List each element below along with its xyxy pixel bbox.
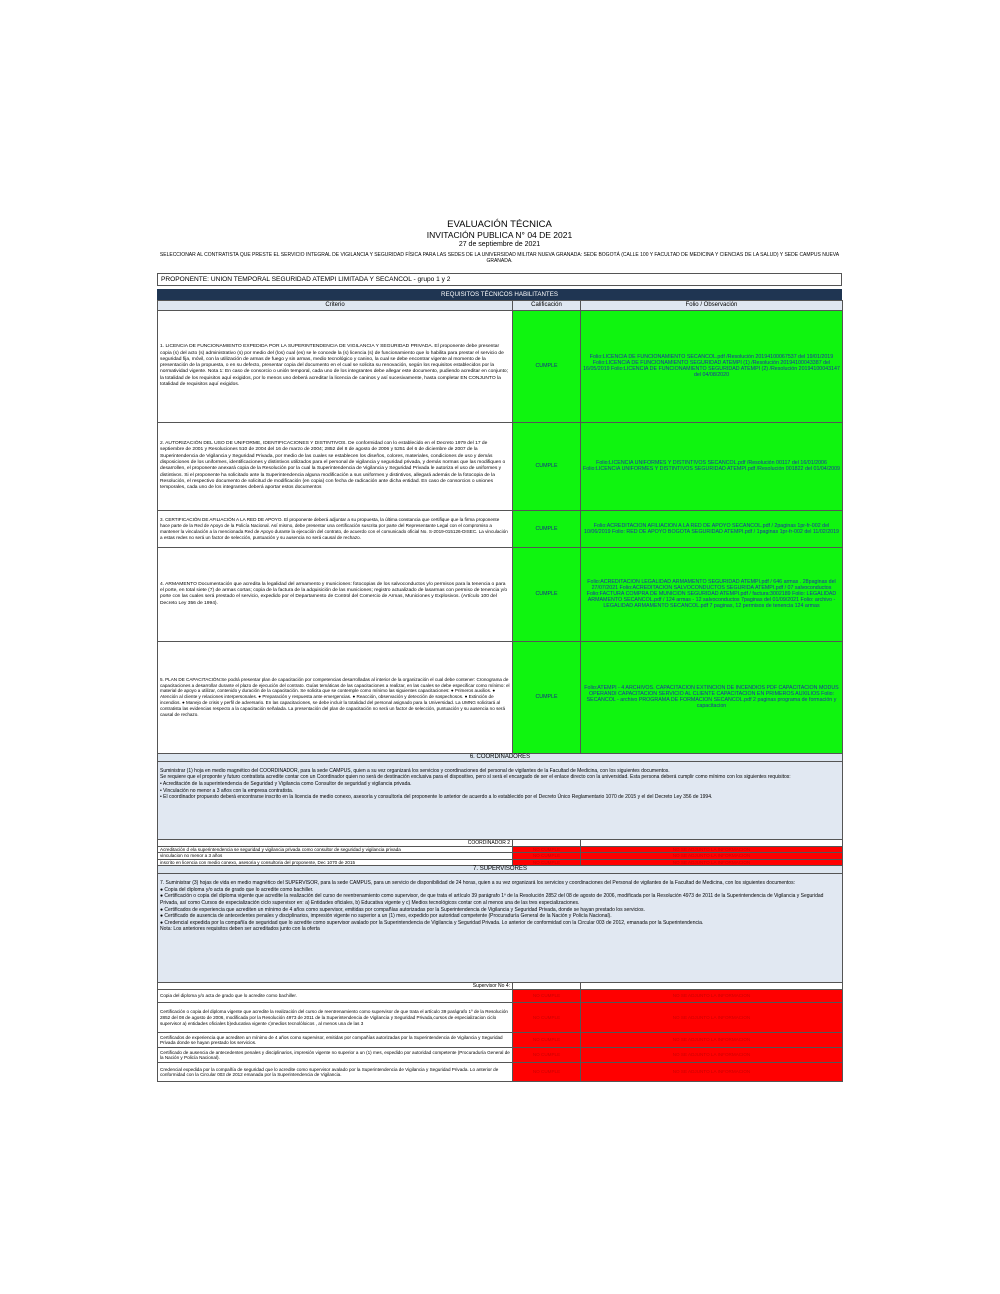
requirements-table <box>157 300 843 1083</box>
document-title: EVALUACIÓN TÉCNICA <box>447 219 552 230</box>
coordinadores-title: 6. COORDINADORES <box>158 753 843 761</box>
requirement-row-2 <box>158 422 843 510</box>
supervisor-row-1 <box>158 990 843 1003</box>
coordinador-calificacion: NO CUMPLE <box>513 853 581 860</box>
proponente-box: PROPONENTE: UNION TEMPORAL SEGURIDAD ATEMPI LIMITADA Y SECANCOL - grupo 1 y 2 <box>157 273 842 286</box>
coordinadores-paragraph: Suministrar (1) hoja en medio magnético del COORDINADOR, para la sede CAMPUS, quien a su vez organizará los servicios y coordinaciones del personal de vigilantes de la Facultad de Medicina, con los siguientes documentos. <box>160 767 670 774</box>
document-header <box>157 220 842 265</box>
evaluation-sheet <box>157 220 842 1082</box>
supervisores-description <box>158 874 843 983</box>
document-subtitle: INVITACIÓN PUBLICA N° 04 DE 2021 <box>426 229 573 240</box>
requirement-calificacion: CUMPLE <box>513 310 581 422</box>
requirement-calificacion: CUMPLE <box>513 510 581 547</box>
requirement-folio: Folio:ATEMPI - 4 ARCHIVOS. CAPACITACION EXTINCION DE INCENDIOS PDF CAPACITACION MODUS OPERANDI CAPACITACION SERVICIO AL CLIENTE CAPACITACION EN PRIMEROS AUXILIOS Folio: SECANCOL - archivo PROGRAMA DE FORMACION SECANCOL.pdf 2 paginas programa de formación y capacitacion <box>581 641 843 753</box>
coordinador-folio: NO SE ADJUNTO LA INFORMACION <box>581 859 843 866</box>
coordinadores-header-row <box>158 753 843 761</box>
supervisor-folio: NO SE ADJUNTO LA INFORMACION <box>581 1048 843 1063</box>
coordinadores-paragraph: • El coordinador propuesto deberá encontrarse inscrito en la licencia de medio conexo, asesoría y consultoría del proponente lo anterior de acuerdo a lo establecido por el Decreto Único Reglamentario 1070 de 2015 y el del Decreto Ley 356 de 1994. <box>160 794 713 801</box>
supervisores-paragraph: ● Credencial expedida por la compañía de seguridad que lo acredite como supervisor avalado por la Superintendencia de Vigilancia y Seguridad Privada. Lo anterior de conformidad con la Circular 003 de 2012, emanada por la Superintendencia. <box>160 919 704 926</box>
column-calificacion: Calificación <box>513 300 581 310</box>
requirement-row-1 <box>158 310 843 422</box>
coordinadores-paragraph: Se requiere que el proponte y futuro contratista acredite contar con un Coordinador quien no será de destinación exclusiva para el dispositivo, pero sí será el encargado de ser el enlace directo con la universidad. Esta persona deberá cumplir como mínimo con los siguientes requisitos: <box>160 774 791 781</box>
section-title-bar: REQUISITOS TÉCNICOS HABILITANTES <box>157 289 842 300</box>
supervisor-criterio: Certificados de experiencia que acrediten un mínimo de 4 años como supervisor, emitidas por compañías autorizadas por la Superintendencia de Vigilancia y Seguridad Privada donde se hayan prestado los servicios. <box>158 1033 513 1048</box>
supervisor-subheader: Supervisor No 4: <box>158 983 513 990</box>
supervisor-subheader-row <box>158 983 843 990</box>
coordinador-criterio: inscrito en licencia con medio conexo, asesoria y consultoria del proponente, Dec 1070 de 2015 <box>158 859 513 866</box>
requirement-folio: Folio:LICENCIA DE FUNCIONAMIENTO SECANCOL.pdf /Resolución 20194100067537 del 19/01/2019 Folio:LICENCIA DE FUNCIONAMIENTO SEGURIDAD ATEMPI (1) /Resolución 20194100043387 del 16/05/2019 Folio:LICENCIA DE FUNCIONAMIENTO SEGURIDAD ATEMPI (2) /Resolución 20194100043147 del 04/08/2020 <box>581 310 843 422</box>
supervisor-criterio: Copia del diploma y/o acta de grado que lo acredite como bachiller. <box>158 990 513 1003</box>
coordinador-criterio: Acreditación d ela superintendencia se seguridad y vigilancia privada como consultor de seguridad y vigilancia privada <box>158 846 513 853</box>
supervisores-paragraph: ● Certificación o copia del diploma vigente que acredite la realización del curso de reentrenamiento como supervisor, de que trata el artículo 39 parágrafo 1º de la Resolución 2852 del 08 de agosto de 2006, modificada por la Resolución 4973 de 2011 de la Superintendencia de Vigilancia y Seguridad Privada, así como Cursos de especialización ciclo supervisor en: a) Entidades oficiales, b) Educativa vigente y c) Medios tecnológicos contar con al menos una de las tres especializaciones. <box>160 893 824 907</box>
coordinador-criterio: vinculacion no menor a 3 años <box>158 853 513 860</box>
requirement-folio: Folio:ACREDITACION AFILIACION A LA RED DE APOYO SECANCOL.pdf / 2paginas 1pr-fr-002 del 10/06/2019 Folio: RED DE APOYO BOGOTA SEGURIDAD ATEMPI.pdf / 1paginas 1pr-fr-002 del 11/02/2019 <box>581 510 843 547</box>
requirement-calificacion: CUMPLE <box>513 422 581 510</box>
supervisor-calificacion: NO CUMPLE <box>513 1048 581 1063</box>
supervisor-criterio: Credencial expedida por la compañía de seguridad que lo acredite como supervisor avalado por la Superintendencia de Vigilancia y Seguridad Privada. Lo anterior de conformidad con la Circular 003 de 2012 emanada por la Superintendencia de Vigilancia. <box>158 1063 513 1082</box>
supervisor-row-5 <box>158 1063 843 1082</box>
supervisores-title: 7. SUPERVISORES <box>158 866 843 874</box>
requirement-calificacion: CUMPLE <box>513 641 581 753</box>
coordinadores-paragraph: • Vinculación no menor a 3 años con la empresa contratista. <box>160 787 294 794</box>
coordinadores-paragraph: • Acreditación de la superintendencia de Seguridad y Vigilancia como Consultor de seguridad y vigilancia privada. <box>160 780 412 787</box>
supervisores-paragraph: 7. Suministrar (3) hojas de vida en medio magnético del SUPERVISOR, para la sede CAMPUS, para un servicio de disponibilidad de 24 horas, quien a su vez organizará los servicios y coordinaciones del Personal de vigilantes de la Facultad de Medicina, con los siguientes documentos: <box>160 880 795 887</box>
column-criterio: Criterio <box>158 300 513 310</box>
supervisor-calificacion: NO CUMPLE <box>513 1033 581 1048</box>
supervisores-paragraph: ● Copia del diploma y/o acta de grado que lo acredite como bachiller. <box>160 886 314 893</box>
coordinadores-description-row <box>158 761 843 839</box>
requirement-criterio: 3. CERTIFICACIÓN DE AFILIACIÓN A LA RED DE APOYO. El proponente deberá adjuntar a su propuesta, la última constancia que certifique que la firma proponente hace parte de la Red de Apoyo de la Policía Nacional. Así mismo, debe presentar una certificación suscrita por parte del Representante Legal con el compromiso a mantener la vinculación a la mencionada Red de Apoyo durante la ejecución del contrato, de acuerdo con el comunicado oficial No. S-2019-015126-DISEC. La vinculación a estas redes no será un factor de selección, puntuación y su ausencia no será causal de rechazo. <box>158 510 513 547</box>
supervisor-folio: NO SE ADJUNTO LA INFORMACION <box>581 1063 843 1082</box>
document-date: 27 de septiembre de 2021 <box>458 240 541 248</box>
coordinador-folio: NO SE ADJUNTO LA INFORMACION <box>581 853 843 860</box>
supervisor-criterio: Certificación o copia del diploma vigente que acredite la realización del curso de reentrenamiento como supervisor de que trata el artículo 39 parágrafo 1º de la Resolución 2852 del 08 de agosto de 2006, modificada por la Resolución 4973 de 2011 de la Superintendencia de Vigilancia y Seguridad Privada,cursos de especializacion ciclo supervisor a) entidades oficiales b)educativa vigente c)medios tecnolóloicos , al menos una de las 3 <box>158 1003 513 1033</box>
coordinador-subheader: COORDINADOR 2 <box>158 839 513 846</box>
empty-cell <box>581 983 843 990</box>
supervisor-calificacion: NO CUMPLE <box>513 1003 581 1033</box>
supervisor-row-2 <box>158 1003 843 1033</box>
supervisores-paragraph: ● Certificado de ausencia de antecedentes penales y disciplinarios, impresión vigente no superior a un (1) mes, expedido por autoridad competente (Procuraduría General de la Nación y Policía Nacional). <box>160 913 612 920</box>
supervisor-folio: NO SE ADJUNTO LA INFORMACION <box>581 1003 843 1033</box>
requirement-calificacion: CUMPLE <box>513 547 581 641</box>
coordinador-folio: NO SE ADJUNTO LA INFORMACION <box>581 846 843 853</box>
supervisor-criterio: Certificado de ausencia de antecedentes penales y disciplinarios, impresión vigente no superior a un (1) mes, expedido por autoridad competente (Procuraduría General de la Nación y Policía Nacional). <box>158 1048 513 1063</box>
column-folio: Folio / Observación <box>581 300 843 310</box>
requirement-row-5 <box>158 641 843 753</box>
empty-cell <box>581 839 843 846</box>
coordinador-calificacion: NO CUMPLE <box>513 859 581 866</box>
supervisores-paragraph: ● Certificados de experiencia que acrediten un mínimo de 4 años como supervisor, emitidas por compañías autorizadas por la Superintendencia de Vigilancia y Seguridad Privada, donde se hayan prestado los servicios. <box>160 906 645 913</box>
requirement-criterio: 4. ARMAMENTO Documentación que acredita la legalidad del armamento y municiones: fotocopias de los salvoconductos y/o permisos para la tenencia o para el porte, en total siete (7) de armas cortas; copia de la factura de la adquisición de las municiones; registro actualizado de lasarmas con permiso de tenencia y/o porte con las cuales será prestado el servicio, expedido por el Departamento de Control del Comercio de Armas, Municiones y Explosivos. (Artículo 100 del Decreto Ley 356 de 1994). <box>158 547 513 641</box>
requirement-row-3 <box>158 510 843 547</box>
supervisor-calificacion: NO CUMPLE <box>513 1063 581 1082</box>
supervisores-header-row <box>158 866 843 874</box>
document-object: SELECCIONAR AL CONTRATISTA QUE PRESTE EL SERVICIO INTEGRAL DE VIGILANCIA Y SEGURIDAD FÍSICA PARA LAS SEDES DE LA UNIVERSIDAD MILITAR NUEVA GRANADA: SEDE BOGOTÁ (CALLE 100 Y FACULTAD DE MEDICINA Y CIENCIAS DE LA SALUD) Y SEDE CAMPUS NUEVA GRANADA. <box>159 251 840 265</box>
requirement-folio: Folio:ACREDITACION LEGALIDAD ARMAMENTO SEGURIDAD ATEMPI.pdf / 646 armas . 28paginas del 27/07/2021 Folio:ACREDITACION SALVOCONDUCTOS SEGURIDA ATEMPI.pdf / 07 salvoconductos Folio:FACTURA COMPRA DE MUNICION SEGURIDAD ATEMPI.pdf / factura:3002189 Folio: LEGALIDAD ARMAMENTO SECANCOL.pdf / 124 armas - 12 salvoconductos 7paginas del 01/09/2021 Folio: archivo - LEGALIDAD ARMAMENTO SECANCOL.pdf 7 paginas, 12 permisos de tenencia 124 armas <box>581 547 843 641</box>
coordinador-calificacion: NO CUMPLE <box>513 846 581 853</box>
supervisor-row-4 <box>158 1048 843 1063</box>
requirement-criterio: 5. PLAN DE CAPACITACIÓN:Se podrá presentar plan de capacitación por competencias desarrolladas al interior de la organización el cual debe contener: Cronograma de capacitaciones a desarrollar durante el plazo de ejecución del contrato. Guías temáticas de las capacitaciones a realizar, en las cuales se debe especificar como mínimo: el material de apoyo a utilizar, contenido y duración de la capacitación. Se solicita que se contemple como mínimo las siguientes capacitaciones: ● Primeros auxilios. ● Atención al cliente y relaciones interpersonales. ● Preparación y respuesta ante emergencias. ● Reacción, observación y detección de sospechosos. ● Extinción de incendios. ● Manejo de crisis y perfil de adversario. En las capacitaciones, se debe incluir la totalidad del personal asignado para la Universidad. La UMNG solicitará al contratista las evidencias respecto a la capacitación señalada. La presentación del plan de capacitación no será un factor de selección, puntuación y su ausencia no será causal de rechazo. <box>158 641 513 753</box>
requirement-criterio: 1. LICENCIA DE FUNCIONAMIENTO EXPEDIDA POR LA SUPERINTENDENCIA DE VIGILANCIA Y SEGURIDAD PRIVADA. El proponente debe presentar copia (s) del acto (s) administrativo (s) por medio del (los) cual (es) se le concede la (s) licencia (s) de funcionamiento que lo habilita para prestar el servicio de seguridad fija, móvil, con la utilización de armas de fuego y sin armas, medio tecnológico y canino, la cual se debe encontrar vigente al momento de la presentación de la propuesta, o en su defecto, presentar copia del documento en el cual se solicita su renovación, según los requisitos establecidos por la normatividad vigente. Nota 1: En caso de consorcio o unión temporal, cada uno de los integrantes debe allegar este documento, pudiendo acreditar en conjunto; la totalidad de los requisitos aquí exigidos, por lo menos uno deberá acreditar la licencia de caninos y así sucesivamente, hasta completar EN CONJUNTO la totalidad de requisitos aquí exigidos. <box>158 310 513 422</box>
supervisores-description-row <box>158 874 843 983</box>
requirement-folio: Folio:LICENCIA UNIFORMES Y DISTINTIVOS SECANCOL.pdf /Resolución 00117 del 16/01/2006 Folio:LICENCIA UNIFORMES Y DISTINTIVOS SEGURIDAD ATEMPI.pdf /Resolución 001822 del 01/04/2009 <box>581 422 843 510</box>
supervisor-folio: NO SE ADJUNTO LA INFORMACION <box>581 990 843 1003</box>
empty-cell <box>513 983 581 990</box>
supervisores-paragraph: Nota: Los anteriores requisitos deben ser acreditados junto con la oferta <box>160 926 320 933</box>
empty-cell <box>513 839 581 846</box>
supervisor-row-3 <box>158 1033 843 1048</box>
coordinadores-description <box>158 761 843 839</box>
requirement-row-4 <box>158 547 843 641</box>
supervisor-folio: NO SE ADJUNTO LA INFORMACION <box>581 1033 843 1048</box>
coordinador-subheader-row <box>158 839 843 846</box>
supervisor-calificacion: NO CUMPLE <box>513 990 581 1003</box>
requirement-criterio: 2. AUTORIZACIÓN DEL USO DE UNIFORME, IDENTIFICACIONES Y DISTINTIVOS. De conformidad con lo establecido en el Decreto 1979 del 17 de septiembre de 2001 y Resoluciones 510 de 2004 del 16 de marzo de 2004; 2852 del 8 de agosto de 2006 y 5251 del 6 de diciembre de 2007 de la Superintendencia de Vigilancia y Seguridad Privada, por medio de las cuales se establecen los diseños, colores, materiales, condiciones de uso y demás disposiciones de los uniformes, identificaciones y distintivos utilizados para el personal de vigilancia y seguridad privada, y demás normas que las modifiquen o desarrollen, el proponente anexará copia de la Resolución por la cual la Superintendencia de Vigilancia y Seguridad Privada le autoriza el uso de uniformes y distintivos. Si el proponente ha solicitado ante la Superintendencia alguna modificación a sus uniformes y distintivos, allegará además de la fotocopia de la Resolución, el respectivo documento de solicitud de modificación (en copia) con fecha de radicación ante dicha entidad. En caso de consorcios o uniones temporales, cada uno de los integrantes deberá aportar estos documentos <box>158 422 513 510</box>
column-header-row <box>158 300 843 310</box>
